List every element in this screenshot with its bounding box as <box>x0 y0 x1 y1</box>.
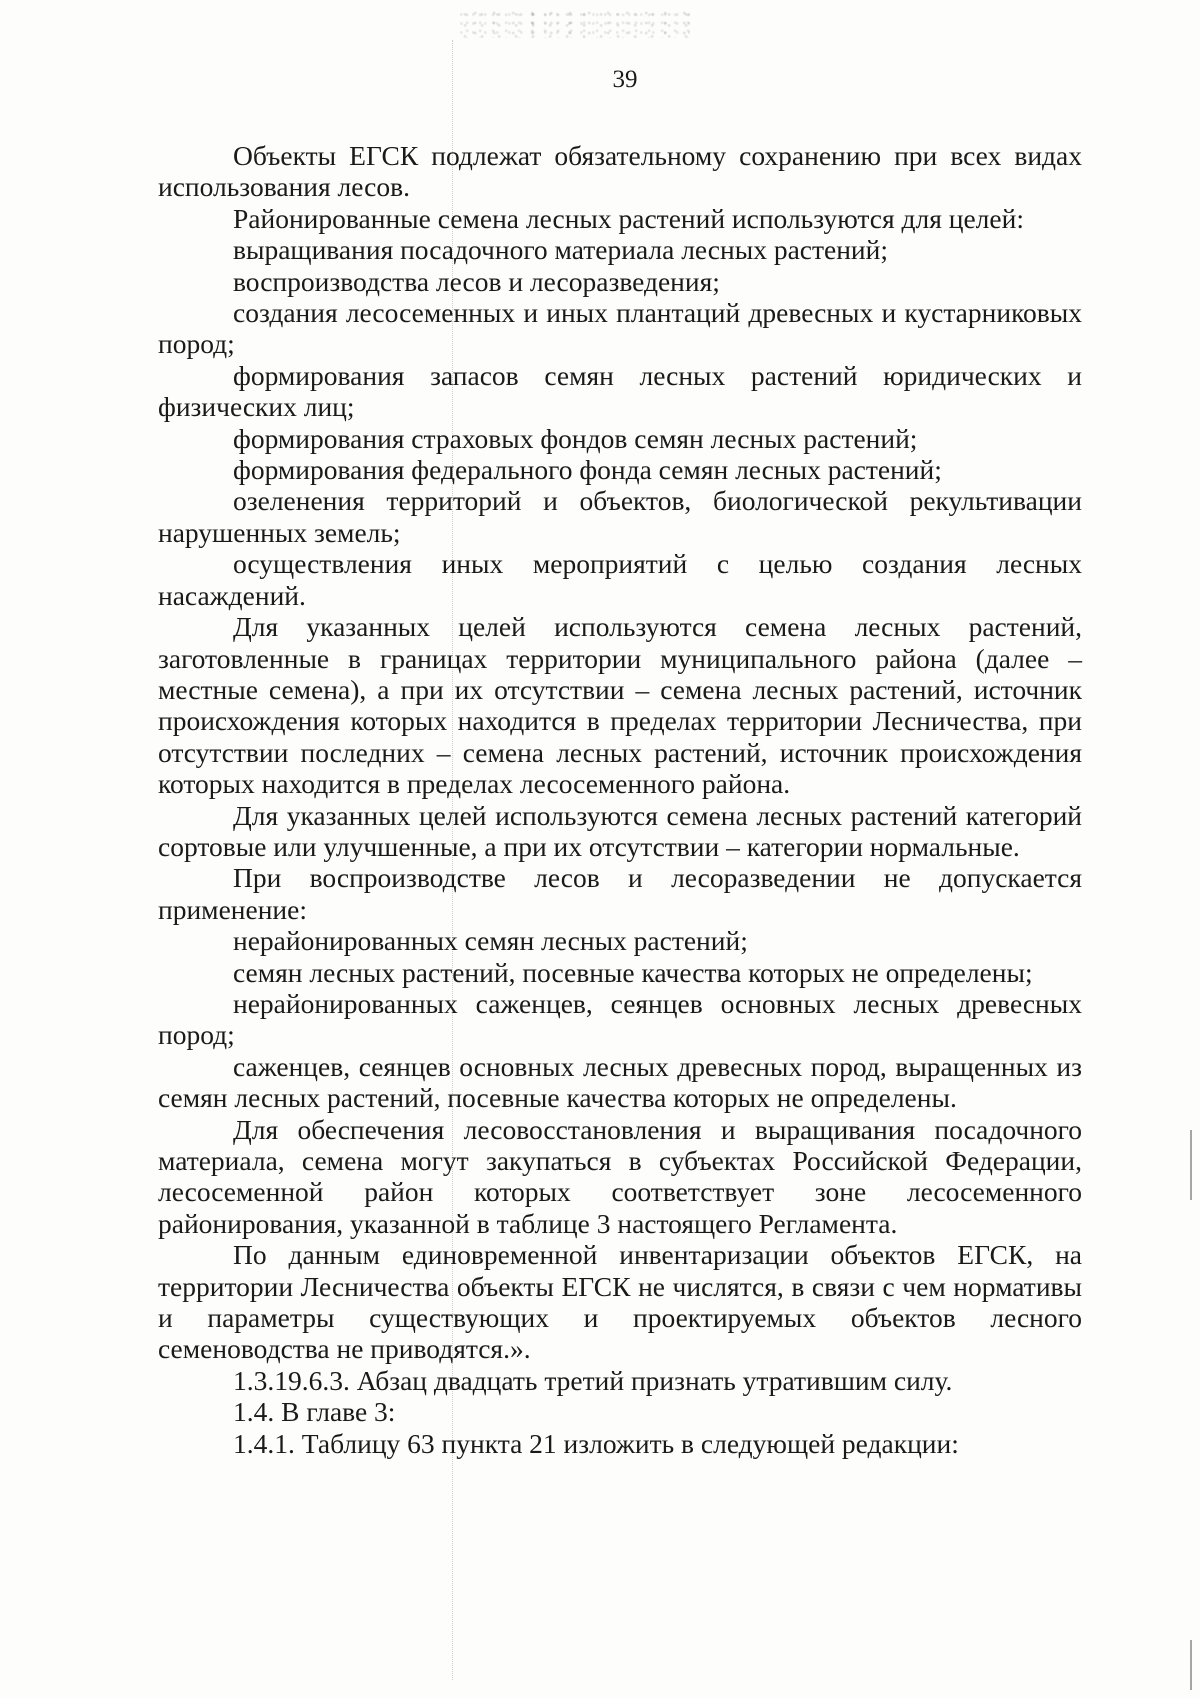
paragraph: Районированные семена лесных растений используются для целей: <box>233 202 1024 234</box>
document-body <box>158 140 1082 1459</box>
paragraph: Для обеспечения лесовосстановления и выращивания посадочного материала, семена могут закупаться в субъектах Российской Федерации, лесосеменной район которых соответствует зоне лесосеменного районирования, указанной в таблице 3 настоящего Регламента. <box>158 1113 1082 1239</box>
list-item: выращивания посадочного материала лесных растений; <box>233 234 889 266</box>
list-item: создания лесосеменных и иных плантаций древесных и кустарниковых пород; <box>158 297 1082 360</box>
list-item: семян лесных растений, посевные качества которых не определены; <box>233 956 1033 988</box>
amendment-item: 1.4.1. Таблицу 63 пункта 21 изложить в следующей редакции: <box>233 1427 959 1459</box>
list-item: осуществления иных мероприятий с целью создания лесных насаждений. <box>158 548 1082 611</box>
list-item: нерайонированных саженцев, сеянцев основных лесных древесных пород; <box>158 987 1082 1051</box>
list-item: формирования федерального фонда семян лесных растений; <box>233 454 942 486</box>
page-number: 39 <box>612 66 638 93</box>
amendment-item: 1.3.19.6.3. Абзац двадцать третий признать утратившим силу. <box>233 1364 953 1396</box>
list-item: нерайонированных семян лесных растений; <box>233 925 748 957</box>
amendment-item: 1.4. В главе 3: <box>233 1396 396 1428</box>
list-item: воспроизводства лесов и лесоразведения; <box>233 265 720 297</box>
paragraph: Объекты ЕГСК подлежат обязательному сохранению при всех видах использования лесов. <box>158 140 1082 203</box>
list-item: формирования запасов семян лесных растений юридических и физических лиц; <box>158 359 1082 423</box>
scan-edge-mark <box>1190 1130 1192 1200</box>
list-item: формирования страховых фондов семян лесных растений; <box>233 422 918 454</box>
scan-edge-mark <box>1190 1640 1192 1690</box>
scan-artifact <box>460 10 690 38</box>
paragraph: Для указанных целей используются семена лесных растений, заготовленные в границах территории муниципального района (далее – местные семена), а при их отсутствии – семена лесных растений, источник происхождения которых находится в пределах территории Лесничества, при отсутствии последних – семена лесных растений, источник происхождения которых находится в пределах лесосеменного района. <box>158 611 1082 800</box>
paragraph: При воспроизводстве лесов и лесоразведении не допускается применение: <box>158 862 1082 925</box>
paragraph: Для указанных целей используются семена лесных растений категорий сортовые или улучшенные, а при их отсутствии – категории нормальные. <box>158 799 1082 862</box>
list-item: саженцев, сеянцев основных лесных древесных пород, выращенных из семян лесных растений, посевные качества которых не определены. <box>158 1050 1082 1114</box>
paragraph: По данным единовременной инвентаризации объектов ЕГСК, на территории Лесничества объекты ЕГСК не числятся, в связи с чем нормативы и параметры существующих и проектируемых объектов лесного семеноводства не приводятся.». <box>158 1239 1082 1365</box>
list-item: озеленения территорий и объектов, биологической рекультивации нарушенных земель; <box>158 485 1082 548</box>
